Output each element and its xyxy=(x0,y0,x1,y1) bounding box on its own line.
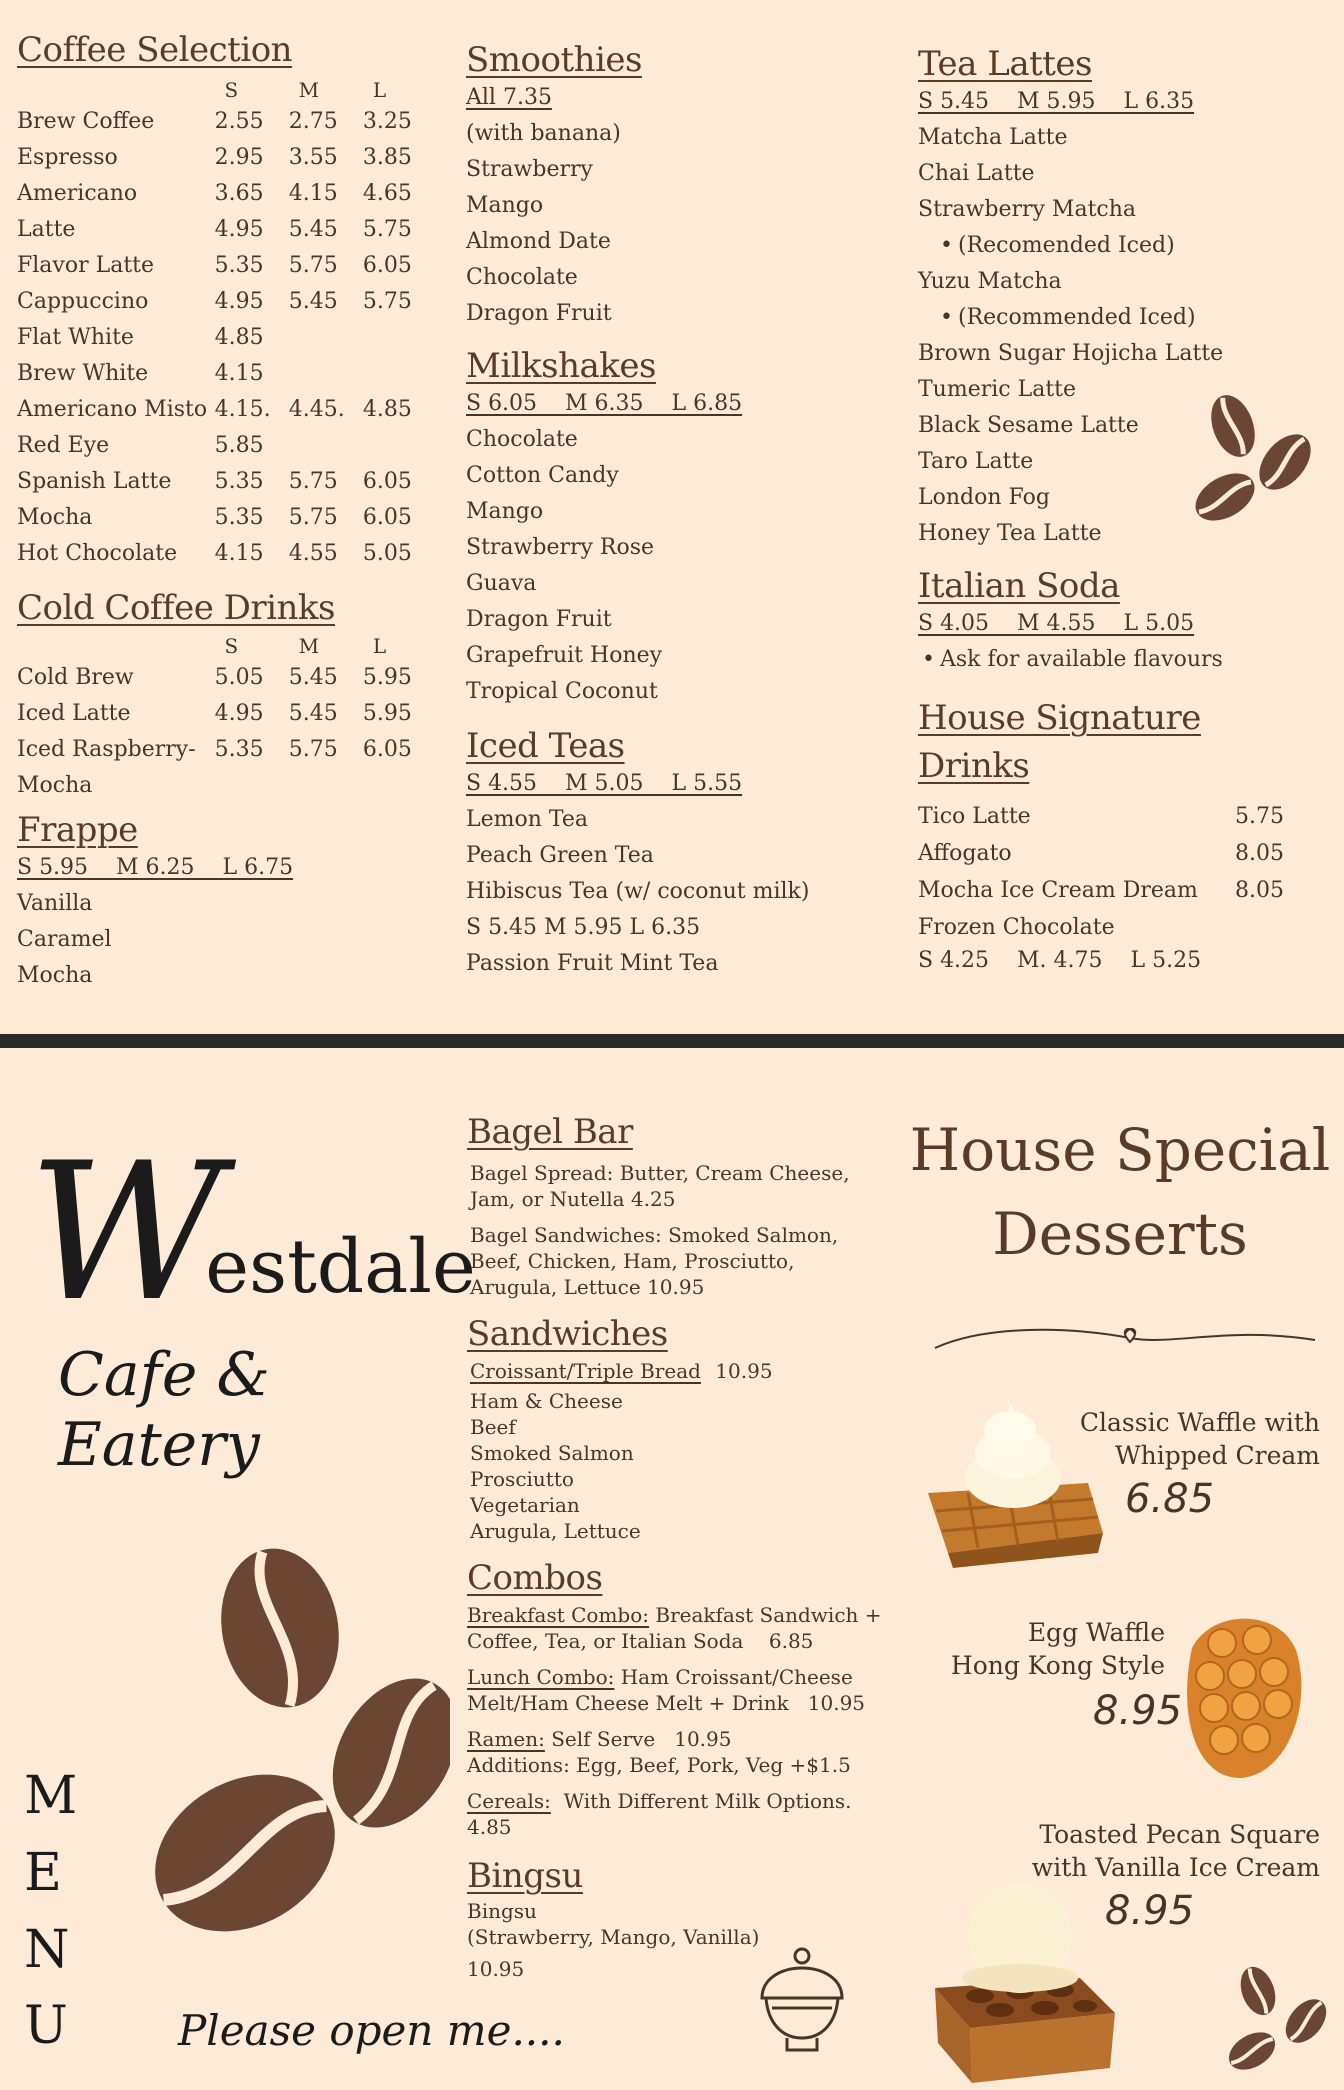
price-row xyxy=(17,212,437,248)
sandwiches-title: Sandwiches xyxy=(467,1314,668,1354)
price-s: 5.35 xyxy=(214,737,264,762)
menu-top-panel xyxy=(0,0,1344,1034)
dessert-2-name: Egg Waffle xyxy=(1027,1618,1165,1647)
price-l: 5.95 xyxy=(362,665,412,690)
lunch-combo xyxy=(467,1664,867,1690)
price-s: 2.95 xyxy=(214,145,264,170)
heart-flourish-icon xyxy=(930,1318,1320,1358)
dessert-2-price: 8.95 xyxy=(1093,1688,1183,1734)
price-l: 5.05 xyxy=(362,541,412,566)
price-l xyxy=(363,356,437,392)
menu-item: Chocolate xyxy=(466,265,578,290)
cereal-text: With Different Milk Options. xyxy=(550,1789,852,1813)
price-row xyxy=(17,696,437,732)
price-l: 3.25 xyxy=(362,109,412,134)
menu-item: Peach Green Tea xyxy=(466,843,654,868)
price-l xyxy=(363,320,437,356)
menu-letter-u: U xyxy=(24,1996,68,2056)
item-name: Affogato xyxy=(918,841,1012,866)
signature-row xyxy=(918,798,1284,835)
signature-title-2: Drinks xyxy=(918,746,1030,786)
ramen-text: Self Serve 10.95 xyxy=(544,1727,732,1751)
price-s: 4.15 xyxy=(214,541,264,566)
dessert-3 xyxy=(1005,1818,1320,1884)
milkshakes-prices: S 6.05 M 6.35 L 6.85 xyxy=(466,391,743,416)
brand-name: estdale xyxy=(205,1224,476,1310)
price-row xyxy=(17,140,437,176)
menu-item: Mango xyxy=(466,193,544,218)
brand-subtitle: Cafe & Eatery xyxy=(58,1340,270,1480)
item-name: Americano Misto xyxy=(17,397,208,422)
size-l: L xyxy=(372,634,387,658)
large-coffee-beans-icon xyxy=(150,1543,450,1963)
food-column xyxy=(467,1112,882,1982)
iced-teas-list xyxy=(466,802,866,982)
price-row xyxy=(17,428,437,464)
item-name: Cold Brew xyxy=(17,665,134,690)
cold-title: Cold Coffee Drinks xyxy=(17,588,335,628)
price-m: 5.45 xyxy=(288,665,338,690)
sandwich-list xyxy=(467,1388,867,1544)
menu-item: Black Sesame Latte xyxy=(918,413,1139,438)
item-name: Brew Coffee xyxy=(17,109,155,134)
frappe-prices: S 5.95 M 6.25 L 6.75 xyxy=(17,855,294,880)
price-row xyxy=(17,284,437,320)
bagel-sandwich-line: Beef, Chicken, Ham, Prosciutto, xyxy=(470,1249,795,1273)
dessert-3-price: 8.95 xyxy=(1105,1888,1195,1934)
price-m: 3.55 xyxy=(288,145,338,170)
price-s: 4.95 xyxy=(214,289,264,314)
item-name: Flat White xyxy=(17,325,134,350)
price-row xyxy=(17,500,437,536)
ramen-additions: Additions: Egg, Beef, Pork, Veg +$1.5 xyxy=(467,1753,851,1777)
italian-soda-title: Italian Soda xyxy=(918,566,1120,606)
price-m: 4.45. xyxy=(288,397,345,422)
dessert-2-name: Hong Kong Style xyxy=(950,1651,1165,1680)
item-name: Iced Latte xyxy=(17,701,131,726)
price-l: 6.05 xyxy=(362,253,412,278)
menu-item: Caramel xyxy=(17,927,112,952)
price-m: 2.75 xyxy=(288,109,338,134)
cereals xyxy=(467,1788,867,1814)
recommendation-note: • (Recommended Iced) xyxy=(936,300,1328,336)
menu-item: Strawberry xyxy=(466,157,593,182)
cereal-price: 4.85 xyxy=(467,1815,512,1839)
bagel-title: Bagel Bar xyxy=(467,1112,633,1152)
bingsu-price: 10.95 xyxy=(467,1957,525,1981)
dessert-1-price: 6.85 xyxy=(1125,1476,1215,1522)
dessert-3-name: with Vanilla Ice Cream xyxy=(1031,1853,1320,1882)
cold-continuation: Mocha xyxy=(17,773,93,798)
sandwich-item: Vegetarian xyxy=(470,1493,580,1517)
menu-item: Cotton Candy xyxy=(466,463,619,488)
signature-row xyxy=(918,835,1284,872)
bagel-spread-line: Bagel Spread: Butter, Cream Cheese, xyxy=(470,1161,850,1185)
price-s: 4.15 xyxy=(214,361,264,386)
desserts-column xyxy=(905,1108,1335,1276)
iced-teas-title: Iced Teas xyxy=(466,726,625,766)
sandwich-bread: Croissant/Triple Bread xyxy=(470,1359,701,1383)
item-name: Flavor Latte xyxy=(17,253,155,278)
price-row xyxy=(17,732,437,768)
price-row xyxy=(17,464,437,500)
price-m: 5.75 xyxy=(288,253,338,278)
price-s: 5.35 xyxy=(214,505,264,530)
sandwich-item: Arugula, Lettuce xyxy=(470,1519,641,1543)
price-s: 3.65 xyxy=(214,181,264,206)
sandwich-item: Ham & Cheese xyxy=(470,1389,623,1413)
price-l: 3.85 xyxy=(362,145,412,170)
signature-title-1: House Signature xyxy=(918,698,1201,738)
item-name: Spanish Latte xyxy=(17,469,172,494)
dessert-1 xyxy=(1060,1406,1320,1472)
menu-item: S 5.45 M 5.95 L 6.35 xyxy=(466,915,701,940)
menu-item: Tumeric Latte xyxy=(918,377,1077,402)
dessert-1-name: Classic Waffle with xyxy=(1079,1408,1320,1437)
price-l xyxy=(363,428,437,464)
price-row xyxy=(17,356,437,392)
breakfast-combo-text: Breakfast Sandwich + xyxy=(649,1603,882,1627)
combos-title: Combos xyxy=(467,1558,603,1598)
frappe-list xyxy=(17,886,437,994)
menu-item: Honey Tea Latte xyxy=(918,521,1102,546)
menu-item: Brown Sugar Hojicha Latte xyxy=(918,341,1224,366)
menu-item: Tropical Coconut xyxy=(466,679,658,704)
price-l: 5.75 xyxy=(362,217,412,242)
price-m xyxy=(289,428,363,464)
item-name: Iced Raspberry- xyxy=(17,737,196,762)
price-m: 4.55 xyxy=(288,541,338,566)
menu-item: Lemon Tea xyxy=(466,807,588,832)
price-row xyxy=(17,392,437,428)
small-coffee-beans-icon xyxy=(1218,1963,1333,2083)
coffee-size-header xyxy=(17,76,437,104)
menu-bottom-panel xyxy=(0,1048,1344,2090)
menu-item: Strawberry Matcha xyxy=(918,197,1137,222)
breakfast-combo xyxy=(467,1602,882,1628)
milkshakes-title: Milkshakes xyxy=(466,346,656,386)
price-m: 5.75 xyxy=(288,737,338,762)
item-name: Brew White xyxy=(17,361,149,386)
menu-letter-e: E xyxy=(24,1843,62,1903)
smoothies-price: All 7.35 xyxy=(466,85,552,110)
desserts-title-1: House Special xyxy=(909,1116,1331,1184)
item-name: Latte xyxy=(17,217,76,242)
price-l: 5.75 xyxy=(362,289,412,314)
price-s: 5.85 xyxy=(214,433,264,458)
menu-item: Dragon Fruit xyxy=(466,607,612,632)
dessert-3-name: Toasted Pecan Square xyxy=(1039,1820,1320,1849)
italian-soda-note: • Ask for available flavours xyxy=(918,642,1328,678)
item-name: Frozen Chocolate xyxy=(918,915,1115,940)
menu-item: Grapefruit Honey xyxy=(466,643,663,668)
milkshakes-list xyxy=(466,422,866,710)
coffee-list xyxy=(17,104,437,572)
menu-item: Chocolate xyxy=(466,427,578,452)
menu-item: Yuzu Matcha xyxy=(918,269,1062,294)
dessert-2 xyxy=(900,1616,1165,1682)
bingsu-line: (Strawberry, Mango, Vanilla) xyxy=(467,1925,760,1949)
recommendation-note: • (Recomended Iced) xyxy=(936,228,1328,264)
sandwich-bread-line xyxy=(467,1358,867,1384)
price-row xyxy=(17,536,437,572)
coffee-beans-icon xyxy=(1185,392,1315,537)
menu-letter-n: N xyxy=(24,1920,70,1980)
menu-item: Hibiscus Tea (w/ coconut milk) xyxy=(466,879,810,904)
price-s: 4.15. xyxy=(214,397,271,422)
menu-item: Passion Fruit Mint Tea xyxy=(466,951,719,976)
item-name: Red Eye xyxy=(17,433,110,458)
smoothies-list xyxy=(466,116,866,332)
price-m: 5.75 xyxy=(288,505,338,530)
menu-item: Mocha xyxy=(17,963,93,988)
price-m: 5.75 xyxy=(288,469,338,494)
bingsu-icon xyxy=(752,1938,852,2058)
price-m: 5.45 xyxy=(288,217,338,242)
item-price: 8.05 xyxy=(1235,841,1284,866)
price-row xyxy=(17,660,437,696)
price-m xyxy=(289,320,363,356)
sandwich-item: Beef xyxy=(470,1415,516,1439)
bagel-sandwich-line: Bagel Sandwiches: Smoked Salmon, xyxy=(470,1223,839,1247)
menu-item: Matcha Latte xyxy=(918,125,1068,150)
price-s: 4.95 xyxy=(214,217,264,242)
price-s: 5.05 xyxy=(214,665,264,690)
price-row xyxy=(17,176,437,212)
price-l: 6.05 xyxy=(362,505,412,530)
menu-item: Taro Latte xyxy=(918,449,1034,474)
size-s: S xyxy=(224,634,239,658)
menu-item: London Fog xyxy=(918,485,1050,510)
desserts-title-2: Desserts xyxy=(992,1200,1248,1268)
price-s: 5.35 xyxy=(214,253,264,278)
menu-item: Strawberry Rose xyxy=(466,535,655,560)
item-name: Mocha xyxy=(17,505,93,530)
dessert-1-name: Whipped Cream xyxy=(1114,1441,1320,1470)
price-s: 4.85 xyxy=(214,325,264,350)
panel-divider xyxy=(0,1034,1344,1048)
price-l: 6.05 xyxy=(362,469,412,494)
menu-item: Almond Date xyxy=(466,229,611,254)
breakfast-combo-label: Breakfast Combo: xyxy=(467,1603,650,1627)
italian-soda-prices: S 4.05 M 4.55 L 5.05 xyxy=(918,611,1195,636)
item-name: Tico Latte xyxy=(918,804,1031,829)
sandwich-item: Prosciutto xyxy=(470,1467,574,1491)
coffee-title: Coffee Selection xyxy=(17,30,293,70)
price-s: 5.35 xyxy=(214,469,264,494)
price-row xyxy=(17,320,437,356)
price-s: 4.95 xyxy=(214,701,264,726)
price-m: 5.45 xyxy=(288,701,338,726)
menu-item: Chai Latte xyxy=(918,161,1035,186)
price-l: 5.95 xyxy=(362,701,412,726)
breakfast-combo-text2: Coffee, Tea, or Italian Soda 6.85 xyxy=(467,1629,814,1653)
price-m: 5.45 xyxy=(288,289,338,314)
tagline: Please open me.... xyxy=(178,2006,565,2055)
price-l: 4.85 xyxy=(362,397,412,422)
signature-list xyxy=(918,798,1328,946)
menu-letter-m: M xyxy=(24,1766,78,1826)
cold-size-header xyxy=(17,632,437,660)
bagel-sandwich-line: Arugula, Lettuce 10.95 xyxy=(470,1275,705,1299)
ramen xyxy=(467,1726,867,1752)
price-l: 6.05 xyxy=(362,737,412,762)
item-price: 5.75 xyxy=(1235,804,1284,829)
sandwich-item: Smoked Salmon xyxy=(470,1441,634,1465)
signature-row xyxy=(918,909,1284,946)
column-middle xyxy=(466,40,866,982)
lunch-combo-text: Ham Croissant/Cheese xyxy=(614,1665,853,1689)
size-m: M xyxy=(298,78,320,102)
frozen-prices: S 4.25 M. 4.75 L 5.25 xyxy=(918,948,1202,973)
item-name: Espresso xyxy=(17,145,118,170)
signature-row xyxy=(918,872,1284,909)
menu-item: Guava xyxy=(466,571,537,596)
lunch-combo-text2: Melt/Ham Cheese Melt + Drink 10.95 xyxy=(467,1691,866,1715)
bingsu-line: Bingsu xyxy=(467,1899,537,1923)
item-price: 8.05 xyxy=(1235,878,1284,903)
egg-waffle-icon xyxy=(1172,1608,1307,1783)
menu-item: Vanilla xyxy=(17,891,93,916)
frappe-title: Frappe xyxy=(17,810,138,850)
price-s: 2.55 xyxy=(214,109,264,134)
bagel-spread-line: Jam, or Nutella 4.25 xyxy=(470,1187,676,1211)
cereal-label: Cereals: xyxy=(467,1789,551,1813)
item-name: Cappuccino xyxy=(17,289,149,314)
item-name: Hot Chocolate xyxy=(17,541,178,566)
price-row xyxy=(17,248,437,284)
price-m xyxy=(289,356,363,392)
column-left xyxy=(17,30,437,994)
bingsu-title: Bingsu xyxy=(467,1856,583,1896)
size-m: M xyxy=(298,634,320,658)
tea-lattes-prices: S 5.45 M 5.95 L 6.35 xyxy=(918,89,1195,114)
menu-item: (with banana) xyxy=(466,121,621,146)
brand-initial: W xyxy=(28,1122,224,1343)
item-name: Mocha Ice Cream Dream xyxy=(918,878,1198,903)
price-l: 4.65 xyxy=(362,181,412,206)
price-m: 4.15 xyxy=(288,181,338,206)
item-name: Americano xyxy=(17,181,138,206)
menu-item: Dragon Fruit xyxy=(466,301,612,326)
size-l: L xyxy=(372,78,387,102)
menu-item: Mango xyxy=(466,499,544,524)
price-row xyxy=(17,104,437,140)
pecan-square-icon xyxy=(930,1878,1120,2083)
iced-teas-prices: S 4.55 M 5.05 L 5.55 xyxy=(466,771,743,796)
ramen-label: Ramen: xyxy=(467,1727,545,1751)
smoothies-title: Smoothies xyxy=(466,40,642,80)
size-s: S xyxy=(224,78,239,102)
brand-block xyxy=(28,1122,476,1480)
tea-lattes-title: Tea Lattes xyxy=(918,44,1092,84)
lunch-combo-label: Lunch Combo: xyxy=(467,1665,615,1689)
cold-list xyxy=(17,660,437,768)
sandwich-price: 10.95 xyxy=(715,1359,773,1383)
